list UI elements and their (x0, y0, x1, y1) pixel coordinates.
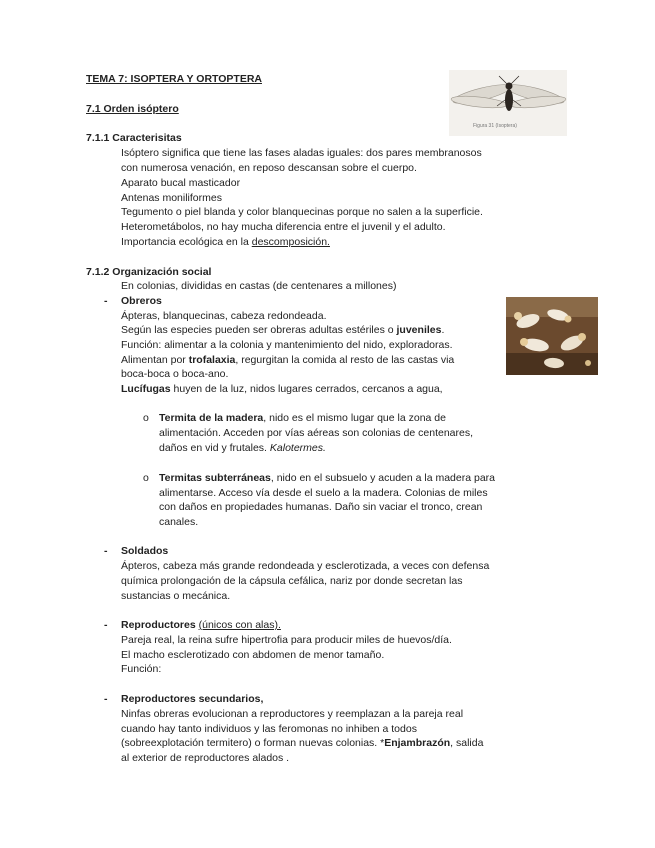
worker-termites-photo (506, 297, 598, 375)
soldados-line: Ápteros, cabeza más grande redondeada y esclerotizada, a veces con defensa (121, 560, 490, 572)
page-title: TEMA 7: ISOPTERA Y ORTOPTERA (86, 73, 262, 85)
termita-madera-line: Termita de la madera, nido es el mismo lugar que la zona de (159, 412, 446, 424)
carac-line: Tegumento o piel blanda y color blanquecinas porque no salen a la superficie. (121, 206, 483, 218)
circle-bullet: o (143, 472, 149, 484)
termitas-subterraneas-line: alimentarse. Acceso vía desde el suelo a la madera. Colonias de miles (159, 487, 488, 499)
secundarios-line: Ninfas obreras evolucionan a reproductores y reemplazan a la pareja real (121, 708, 464, 720)
organization-intro: En colonias, divididas en castas (de centenares a millones) (121, 280, 397, 292)
carac-line: Aparato bucal masticador (121, 177, 241, 189)
termitas-subterraneas-line: canales. (159, 516, 199, 528)
carac-line: Antenas moniliformes (121, 192, 222, 204)
carac-line-importancia: Importancia ecológica en la descomposición. (121, 236, 330, 248)
dash-bullet: - (104, 619, 108, 631)
obreros-line: boca-boca o boca-ano. (121, 368, 229, 380)
obreros-line: Ápteras, blanquecinas, cabeza redondeada. (121, 310, 327, 322)
section-heading-7-1: 7.1 Orden isóptero (86, 103, 179, 115)
termita-madera-line: alimentación. Acceden por vías aéreas son colonias de centenares, (159, 427, 474, 439)
section-heading-7-1-1: 7.1.1 Caracterisitas (86, 132, 182, 144)
reproductores-line: Función: (121, 663, 162, 675)
circle-bullet: o (143, 412, 149, 424)
carac-line: con numerosa venación, en reposo descansan sobre el cuerpo. (121, 162, 417, 174)
descomposicion-link[interactable]: descomposición. (251, 236, 330, 248)
dash-bullet: - (104, 295, 108, 307)
soldados-line: química prolongación de la cápsula cefálica, nariz por donde secretan las (121, 575, 463, 587)
obreros-line: Lucífugas huyen de la luz, nidos lugares cerrados, cercanos a agua, (121, 383, 443, 395)
termitas-subterraneas-line: con daños en propiedades humanas. Daño sin vaciar el tronco, crean (159, 501, 483, 513)
reproductores-heading: Reproductores (únicos con alas). (121, 619, 281, 631)
carac-line: Isóptero significa que tiene las fases aladas iguales: dos pares membranosos (121, 147, 482, 159)
winged-termite-image (449, 70, 567, 136)
secundarios-line: al exterior de reproductores alados . (121, 752, 290, 764)
soldados-line: sustancias o mecánica. (121, 590, 231, 602)
dash-bullet: - (104, 545, 108, 557)
dash-bullet: - (104, 693, 108, 705)
soldados-heading: Soldados (121, 545, 169, 557)
obreros-line: Alimentan por trofalaxia, regurgitan la comida al resto de las castas via (121, 354, 455, 366)
reproductores-secundarios-heading: Reproductores secundarios, (121, 693, 264, 705)
obreros-line: Según las especies pueden ser obreras adultas estériles o juveniles. (121, 324, 445, 336)
termitas-subterraneas-line: Termitas subterráneas, nido en el subsuelo y acuden a la madera para (159, 472, 496, 484)
image-caption: Figura 31 (Isoptera) (473, 123, 517, 129)
carac-line: Heterometábolos, no hay mucha diferencia entre el juvenil y el adulto. (121, 221, 446, 233)
secundarios-line: cuando hay tanto individuos y las feromonas no inhiben a todos (121, 723, 417, 735)
obreros-heading: Obreros (121, 295, 162, 307)
termita-madera-line: daños en vid y frutales. Kalotermes. (159, 442, 326, 454)
reproductores-line: Pareja real, la reina sufre hipertrofia para producir miles de huevos/día. (121, 634, 452, 646)
obreros-line: Función: alimentar a la colonia y mantenimiento del nido, exploradoras. (121, 339, 453, 351)
secundarios-line: (sobreexplotación termitero) o forman nuevas colonias. *Enjambrazón, salida (121, 737, 484, 749)
section-heading-7-1-2: 7.1.2 Organización social (86, 266, 212, 278)
reproductores-line: El macho esclerotizado con abdomen de menor tamaño. (121, 649, 385, 661)
